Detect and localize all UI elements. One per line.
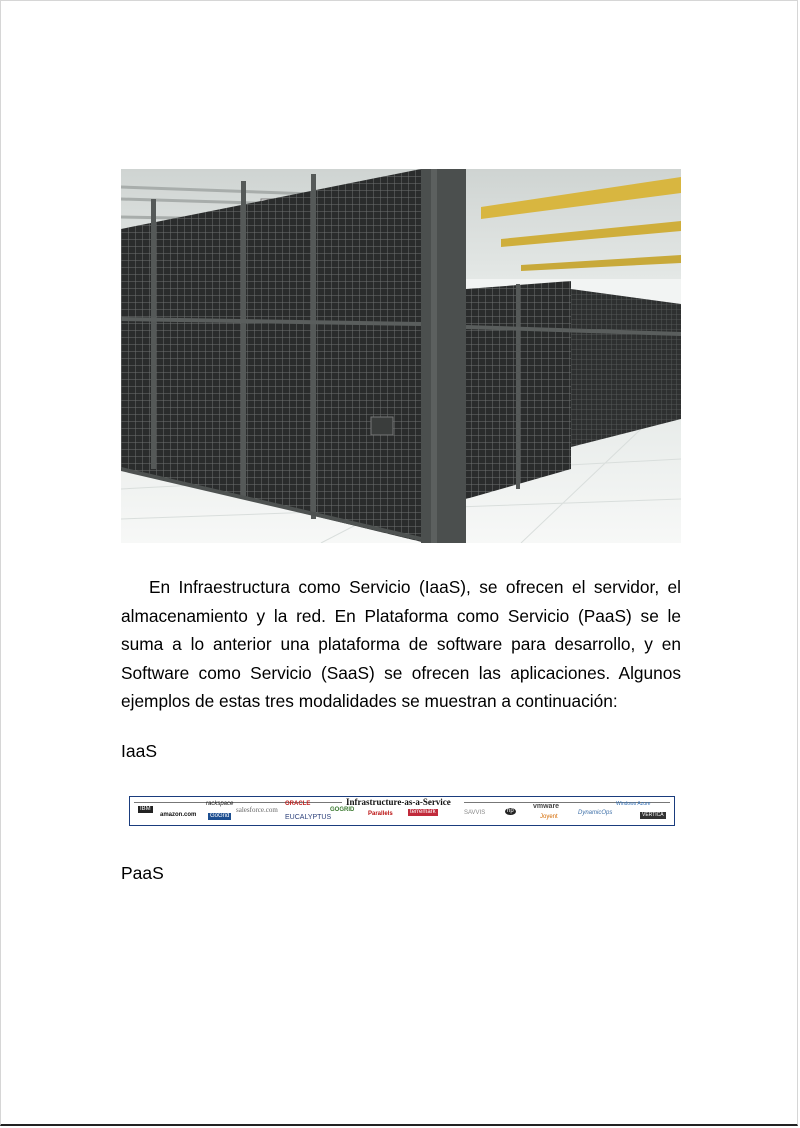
oracle-logo: ORACLE xyxy=(285,801,311,807)
vertica-logo: VERTICA xyxy=(642,812,664,818)
banner-title: Infrastructure-as-a-Service xyxy=(346,797,451,807)
body-paragraph: En Infraestructura como Servicio (IaaS), se ofrecen el servidor, el almacenamiento y la red. En Plataforma como Servicio (PaaS) se le suma a lo anterior una plataforma de software para desarrollo, y en Software como Servicio (SaaS) se ofrecen las aplicaciones. Algunos ejemplos de estas tres modalidades se muestran a continuación: xyxy=(121,577,681,712)
gogrid-small-logo: GoGrid xyxy=(210,813,230,819)
eucalyptus-logo: EUCALYPTUS xyxy=(285,814,332,821)
banner-rule-left xyxy=(134,802,342,803)
paas-heading: PaaS xyxy=(121,863,164,883)
data-center-server-cage-photo xyxy=(121,169,681,543)
hp-logo: hp xyxy=(507,808,514,814)
terremark-logo: terremark xyxy=(410,809,436,815)
joyent-logo: Joyent xyxy=(540,814,558,820)
vmware-logo: vmware xyxy=(533,803,560,810)
ibm-logo: IBM xyxy=(140,806,151,812)
iaas-vendors-banner xyxy=(129,796,675,826)
dynamicops-logo: DynamicOps xyxy=(578,810,613,816)
savvis-logo: SAVVIS xyxy=(464,810,486,816)
gogrid-logo: GOGRID xyxy=(330,807,355,813)
rackspace-logo: rackspace xyxy=(206,801,234,807)
parallels-logo: Parallels xyxy=(368,811,393,817)
salesforce-logo: salesforce.com xyxy=(236,806,278,814)
windows-azure-logo: Windows Azure xyxy=(616,801,651,807)
iaas-heading: IaaS xyxy=(121,741,157,761)
amazon-logo: amazon.com xyxy=(160,812,197,818)
